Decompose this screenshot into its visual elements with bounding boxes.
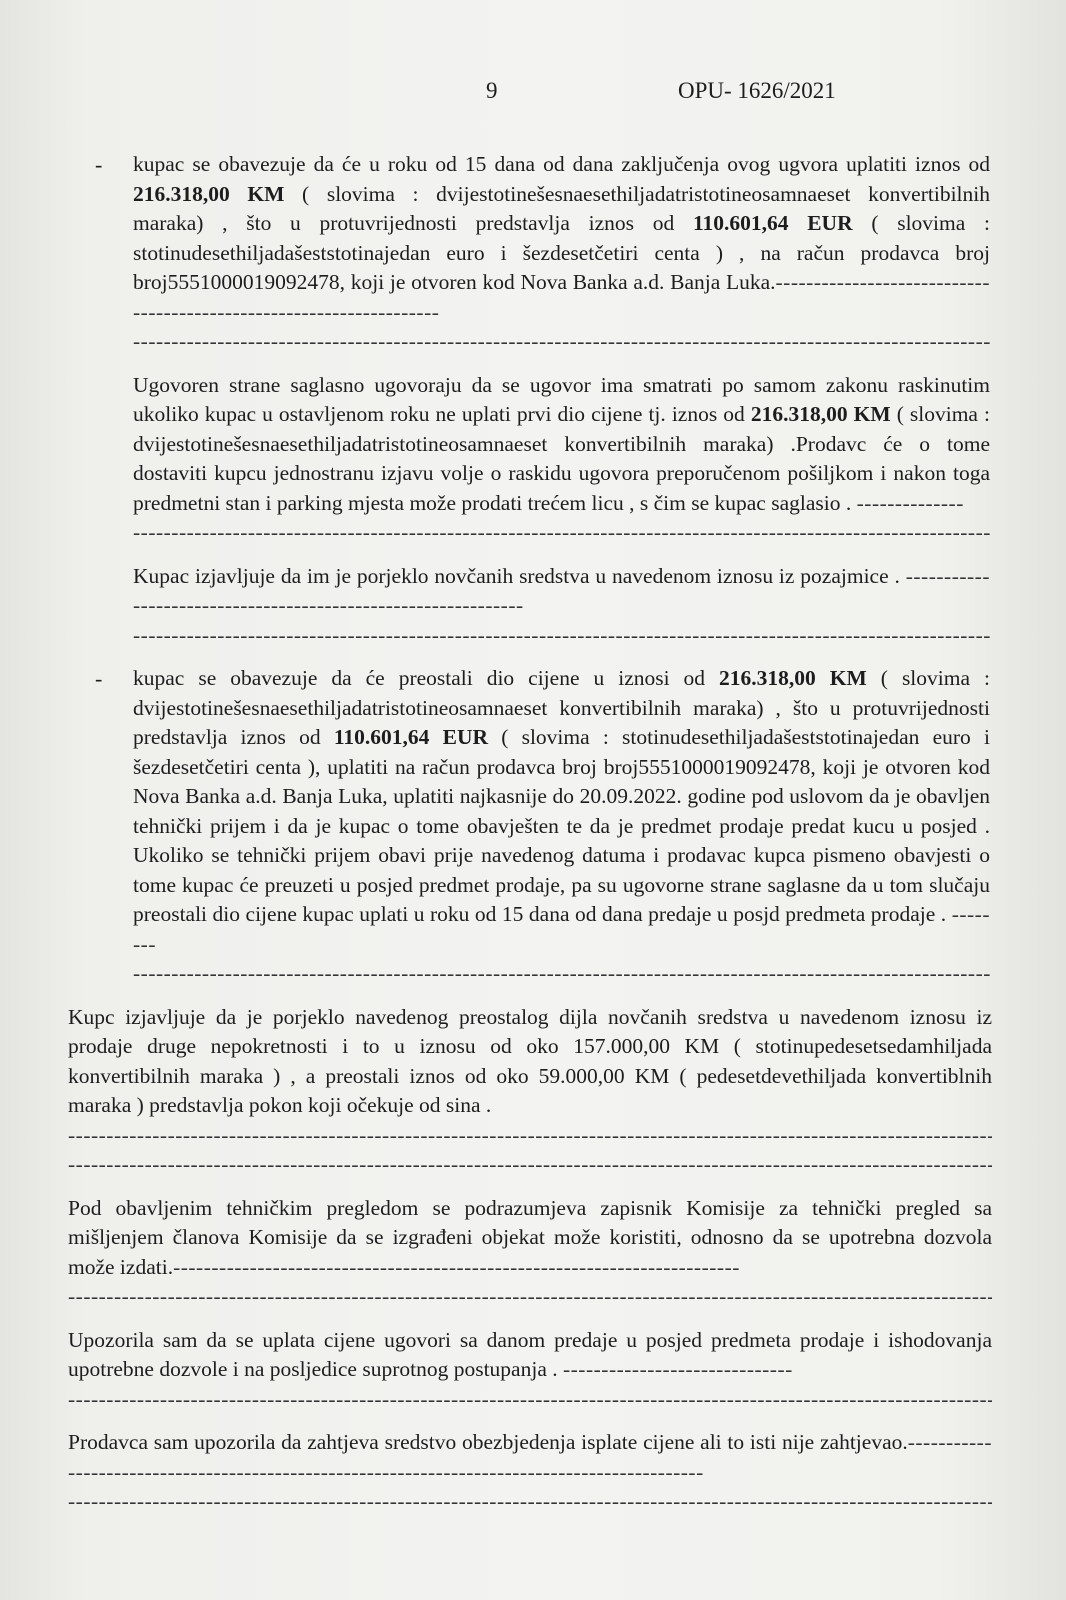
- dash-filler: ------------------------------: [562, 1357, 793, 1381]
- payment-warning-clause: [68, 1326, 992, 1415]
- first-payment-clause: [95, 150, 990, 357]
- bullet-dash: -: [95, 152, 103, 177]
- dash-line: [68, 1121, 992, 1151]
- clause-text: Ugovoren strane saglasno ugovoraju da se ugovor ima smatrati po samom zakonu raskinutim ukoliko kupac u ostavljenom roku ne uplati prvi dio cijene tj. iznos od: [133, 372, 990, 426]
- clause-text: Upozorila sam da se uplata cijene ugovori sa danom predaje u posjed predmeta prodaje i ishodovanja upotrebne dozvole i na posljedice suprotnog postupanja .: [68, 1327, 992, 1381]
- bullet-dash: -: [95, 666, 103, 691]
- funds-origin-clause: [133, 562, 990, 651]
- dash-line: [68, 1282, 992, 1312]
- amount-eur: 110.601,64 EUR: [333, 725, 488, 749]
- document-body: [0, 150, 1066, 1531]
- dash-line: [133, 327, 990, 357]
- dash-line: [68, 1487, 992, 1517]
- dash-filler: --------------------------------------------------------------------------: [173, 1254, 740, 1279]
- clause-text: Kupc izjavljuje da je porjeklo navedenog preostalog dijla novčanih sredstva u navedenom iznosu iz prodaje druge nepokretnosti i to u iznosu od oko 157.000,00 KM ( stotinupedesetsedamhiljada konvertibilnih maraka ) , a preostali iznos od oko 59.000,00 KM ( pedesetdevethiljada konvertiblnih maraka ) predstavlja pokon koji očekuje od sina .: [68, 1004, 992, 1117]
- dash-filler: --------------------------------------------------------------------: [133, 270, 990, 324]
- page-header: [0, 78, 1066, 112]
- clause-text: Kupac izjavljuje da im je porjeklo novčanih sredstva u navedenom iznosu iz pozajmice .: [133, 563, 906, 588]
- clause-text: ( slovima : dvijestotinešesnaesethiljadatristotineosamnaeset konvertibilnih maraka) .Prodavc će o tome dostaviti kupcu jednostranu izjavu volje o raskidu ugovora preporučenom pošiljkom i nakon toga predmetni stan i parking mjesta može prodati trećem licu , s čim se kupac saglasio .: [133, 402, 990, 515]
- dash-filler: --------------: [856, 490, 964, 515]
- dash-line: [68, 1150, 992, 1180]
- dash-filler: ----------------------------------------------------------------------------------------------: [68, 1430, 992, 1484]
- page-number: 9: [486, 78, 498, 103]
- amount-eur: 110.601,64 EUR: [692, 211, 853, 235]
- amount-km: 216.318,00 KM: [750, 402, 891, 426]
- second-payment-clause: [95, 664, 990, 989]
- technical-inspection-clause: [68, 1194, 992, 1312]
- dash-filler: --------: [133, 902, 990, 956]
- termination-clause: [133, 371, 990, 548]
- amount-km: 216.318,00 KM: [719, 666, 867, 690]
- dash-line: [68, 1385, 992, 1415]
- dash-line: [133, 621, 990, 651]
- dash-line: [133, 959, 990, 989]
- security-warning-clause: [68, 1428, 992, 1517]
- clause-text: kupac se obavezuje da će preostali dio cijene u iznosi od: [133, 666, 720, 690]
- clause-text: ( slovima : stotinudesethiljadašeststotinajedan euro i šezdesetčetiri centa ) , na račun prodavca broj broj5551000019092478, koji je otvoren kod Nova Banka a.d. Banja Luka.: [133, 211, 990, 294]
- clause-text: ( slovima : stotinudesethiljadašeststotinajedan euro i šezdesetčetiri centa ), uplatiti na račun prodavca broj broj5551000019092478, koji je otvoren kod Nova Banka a.d. Banja Luka, uplatiti najkasnije do 20.09.2022. godine pod uslovom da je obavljen tehnički prijem i da je kupac o tome obavješten te da je predmet prodaje predat kucu u posjed . Ukoliko se tehnički prijem obavi prije navedenog datuma i prodavac kupca pismeno obavjesti o tome kupac će preuzeti u posjed predmet prodaje, pa su ugovorne strane saglasne da u tom slučaju preostali dio cijene kupac uplati u roku od 15 dana od dana predaje u posjd predmeta prodaje .: [133, 725, 990, 926]
- clause-text: ( slovima : dvijestotinešesnaesethiljadatristotineosamnaeset konvertibilnih maraka) , što u protuvrijednosti predstavlja iznos od: [133, 666, 990, 749]
- clause-text: kupac se obavezuje da će u roku od 15 dana od dana zaključenja ovog ugvora uplatiti iznos od: [133, 152, 990, 176]
- clause-text: Prodavca sam upozorila da zahtjeva sredstvo obezbjedenja isplate cijene ali to isti nije zahtjevao.: [68, 1430, 908, 1454]
- dash-line: [133, 518, 990, 548]
- document-reference: OPU- 1626/2021: [678, 78, 836, 103]
- clause-text: ( slovima : dvijestotinešesnaesethiljadatristotineosamnaeset konvertibilnih maraka) , što u protuvrijednosti predstavlja iznos od: [133, 181, 990, 235]
- dash-filler: --------------------------------------------------------------: [133, 563, 990, 617]
- remaining-funds-origin-clause: [68, 1003, 992, 1180]
- amount-km: 216.318,00 KM: [133, 181, 285, 206]
- clause-text: Pod obavljenim tehničkim pregledom se podrazumjeva zapisnik Komisije za tehnički pregled sa mišljenjem članova Komisije da se izgrađeni objekat može koristiti, odnosno da se upotrebna dozvola može izdati.: [68, 1195, 992, 1279]
